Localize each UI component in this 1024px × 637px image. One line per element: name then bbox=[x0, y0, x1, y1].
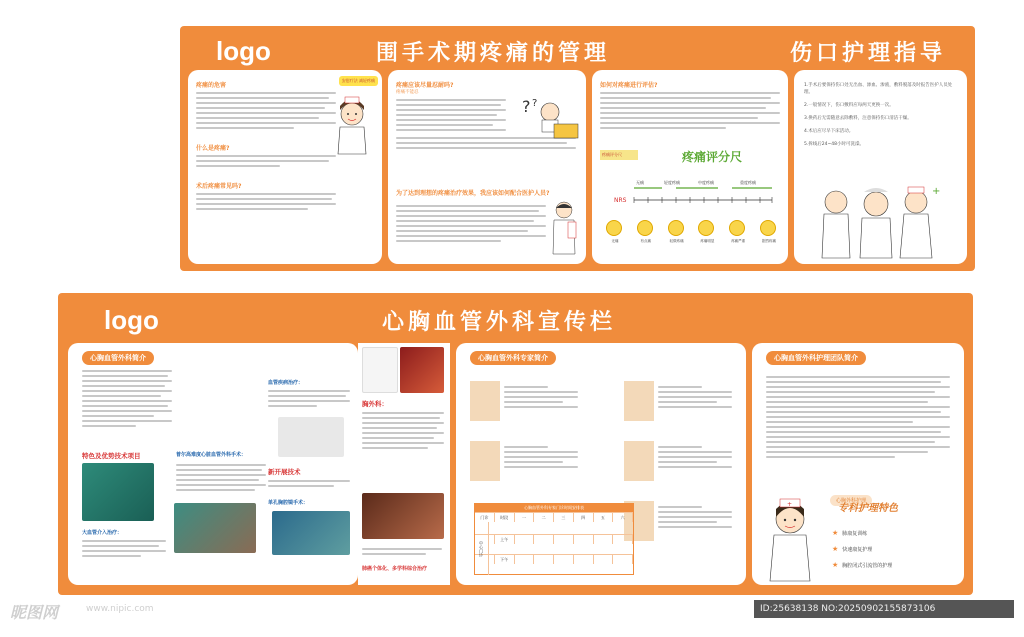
pain-management-board bbox=[180, 26, 975, 271]
wound-care-panel bbox=[794, 70, 967, 264]
pain-scale-title: 疼痛评分尺 bbox=[682, 150, 743, 164]
aorta-diagram-photo bbox=[362, 347, 398, 393]
text-block bbox=[82, 537, 166, 560]
tag-badge: 疼痛评分尺 bbox=[600, 150, 638, 160]
expert-photo bbox=[470, 441, 500, 481]
level-label: 无痛 bbox=[636, 180, 644, 185]
watermark-url: www.nipic.com bbox=[86, 604, 154, 614]
surgery-photo bbox=[82, 463, 154, 521]
section-heading: 什么是疼痛? bbox=[196, 145, 230, 152]
expert-photo bbox=[624, 381, 654, 421]
expert-card bbox=[470, 441, 580, 495]
wound-care-title: 伤口护理指导 bbox=[790, 41, 947, 66]
logo: logo bbox=[216, 36, 271, 66]
surgery-photo bbox=[272, 511, 350, 555]
text-block bbox=[196, 92, 336, 129]
text-block bbox=[362, 545, 442, 558]
pain-harm-panel bbox=[188, 70, 382, 264]
department-intro-panel bbox=[68, 343, 358, 585]
text-block bbox=[396, 202, 546, 245]
panel-header: 心胸血管外科护理团队简介 bbox=[766, 351, 866, 365]
surgery-photo bbox=[174, 503, 256, 553]
care-item: 2.一般情况下，伤口敷料应每两天更换一次。 bbox=[804, 103, 894, 108]
text-block bbox=[362, 409, 444, 452]
watermark-brand: 昵图网 bbox=[10, 603, 59, 622]
care-item: 4.术后应尽早下床活动。 bbox=[804, 129, 854, 134]
expert-card bbox=[624, 501, 734, 555]
face-scale bbox=[606, 220, 776, 243]
sub-heading: 单孔胸腔镜手术： bbox=[268, 500, 309, 506]
panel-header: 心胸血管外科简介 bbox=[82, 351, 154, 365]
text-block bbox=[600, 92, 780, 129]
logo: logo bbox=[104, 305, 159, 335]
medical-staff-cartoon-icon bbox=[814, 182, 944, 260]
text-block bbox=[82, 367, 172, 430]
svg-text:?: ? bbox=[532, 98, 538, 109]
care-item: 5.拆线后24~48小时可洗澡。 bbox=[804, 142, 865, 147]
svg-text:+: + bbox=[787, 501, 793, 508]
nursing-team-panel bbox=[752, 343, 964, 585]
new-tech-heading: 新开展技术 bbox=[268, 468, 301, 476]
surgery-photo bbox=[362, 493, 444, 539]
svg-text:?: ? bbox=[522, 97, 531, 116]
board-title: 围手术期疼痛的管理 bbox=[376, 41, 611, 66]
doctor-cartoon-icon bbox=[550, 200, 578, 256]
expert-card bbox=[470, 381, 580, 435]
star-icon: ★ bbox=[832, 545, 839, 553]
level-label: 轻度疼痛 bbox=[664, 180, 680, 185]
section-heading: 疼痛应该尽量忍耐吗? bbox=[396, 82, 454, 89]
nurse-cartoon-icon bbox=[760, 495, 822, 583]
pain-face-icon: 疼痛严重 bbox=[729, 220, 745, 236]
feature-heading: 特色及优势技术项目 bbox=[82, 452, 141, 460]
sub-heading: 大血管介入治疗： bbox=[82, 530, 123, 536]
expert-photo bbox=[470, 381, 500, 421]
star-icon: ★ bbox=[832, 561, 839, 569]
panel-header: 心胸血管外科专家简介 bbox=[470, 351, 556, 365]
thoracic-heading: 胸外科： bbox=[362, 400, 388, 408]
text-block bbox=[196, 155, 336, 167]
svg-text:+: + bbox=[932, 186, 941, 197]
caption: 肺癌个体化、多学科综合治疗 bbox=[362, 566, 428, 572]
crying-face-icon: 剧烈疼痛 bbox=[760, 220, 776, 236]
schedule-row: 下午 bbox=[475, 554, 633, 564]
cardiothoracic-board bbox=[58, 293, 973, 595]
feature-list bbox=[832, 529, 952, 577]
schedule-header-row: 门诊 时段 一 二 三 四 五 六 bbox=[475, 512, 633, 522]
sad-face-icon: 疼痛明显 bbox=[698, 220, 714, 236]
sub-heading: 血管疾病治疗： bbox=[268, 380, 304, 386]
text-block bbox=[176, 461, 266, 494]
slight-face-icon: 有点痛 bbox=[637, 220, 653, 236]
expert-card bbox=[624, 441, 734, 495]
list-item: ★ 胸腔闭式引流管的护理 bbox=[832, 561, 893, 569]
doctor-laptop-icon bbox=[520, 94, 580, 144]
nrs-label: NRS bbox=[614, 197, 627, 204]
organ-photo bbox=[400, 347, 444, 393]
board-title: 心胸血管外科宣传栏 bbox=[382, 310, 617, 335]
expert-card bbox=[624, 381, 734, 435]
text-block bbox=[268, 477, 350, 490]
text-block bbox=[766, 373, 950, 461]
text-block bbox=[396, 99, 506, 131]
pain-endure-panel bbox=[388, 70, 586, 264]
schedule-side-label: 中心门诊 bbox=[475, 522, 489, 575]
list-item: ★ 快速康复护理 bbox=[832, 545, 873, 553]
nurse-cartoon-icon bbox=[332, 94, 372, 156]
section-heading: 疼痛的危害 bbox=[196, 82, 227, 89]
star-icon: ★ bbox=[832, 529, 839, 537]
section-heading: 为了达到理想的疼痛治疗效果，我应该如何配合医护人员? bbox=[396, 190, 550, 197]
neutral-face-icon: 轻微疼痛 bbox=[668, 220, 684, 236]
expert-intro-panel bbox=[456, 343, 746, 585]
list-item: ★ 肺康复训练 bbox=[832, 529, 868, 537]
speech-bubble: 心胸外科护理 bbox=[830, 495, 872, 506]
care-item: 3.换药后无需随意去除敷料，注意保持伤口清洁干燥。 bbox=[804, 116, 912, 121]
schedule-row: 上午 bbox=[475, 534, 633, 544]
thoracic-column bbox=[358, 343, 450, 585]
pain-assessment-panel bbox=[592, 70, 788, 264]
level-label: 中度疼痛 bbox=[698, 180, 714, 185]
tag-badge: 安慰疗法 减轻疼痛 bbox=[339, 76, 378, 86]
expert-photo bbox=[624, 441, 654, 481]
angiography-photo bbox=[278, 417, 344, 457]
schedule-title: 心胸血管外科专家门诊时间安排表 bbox=[475, 504, 633, 512]
care-item: 1.手术后要保持伤口处无出血、渗血、渗液，敷料脱落及时报告医护人员处理。 bbox=[804, 83, 953, 95]
feature-heading: 专科护理特色 bbox=[838, 503, 898, 514]
sub-heading: 疼痛不能忍 bbox=[396, 90, 419, 95]
smile-face-icon: 无痛 bbox=[606, 220, 622, 236]
section-heading: 如何对疼痛进行评估? bbox=[600, 82, 658, 89]
image-id-bar: ID:25638138 NO:20250902155873106 bbox=[754, 600, 1014, 618]
text-block bbox=[268, 387, 350, 410]
text-block bbox=[196, 193, 336, 210]
clinic-schedule-table bbox=[474, 503, 634, 575]
section-heading: 术后疼痛常见吗? bbox=[196, 183, 242, 190]
sub-heading: 普尔高难度心脏血管外科手术： bbox=[176, 452, 247, 458]
level-label: 重度疼痛 bbox=[740, 180, 756, 185]
